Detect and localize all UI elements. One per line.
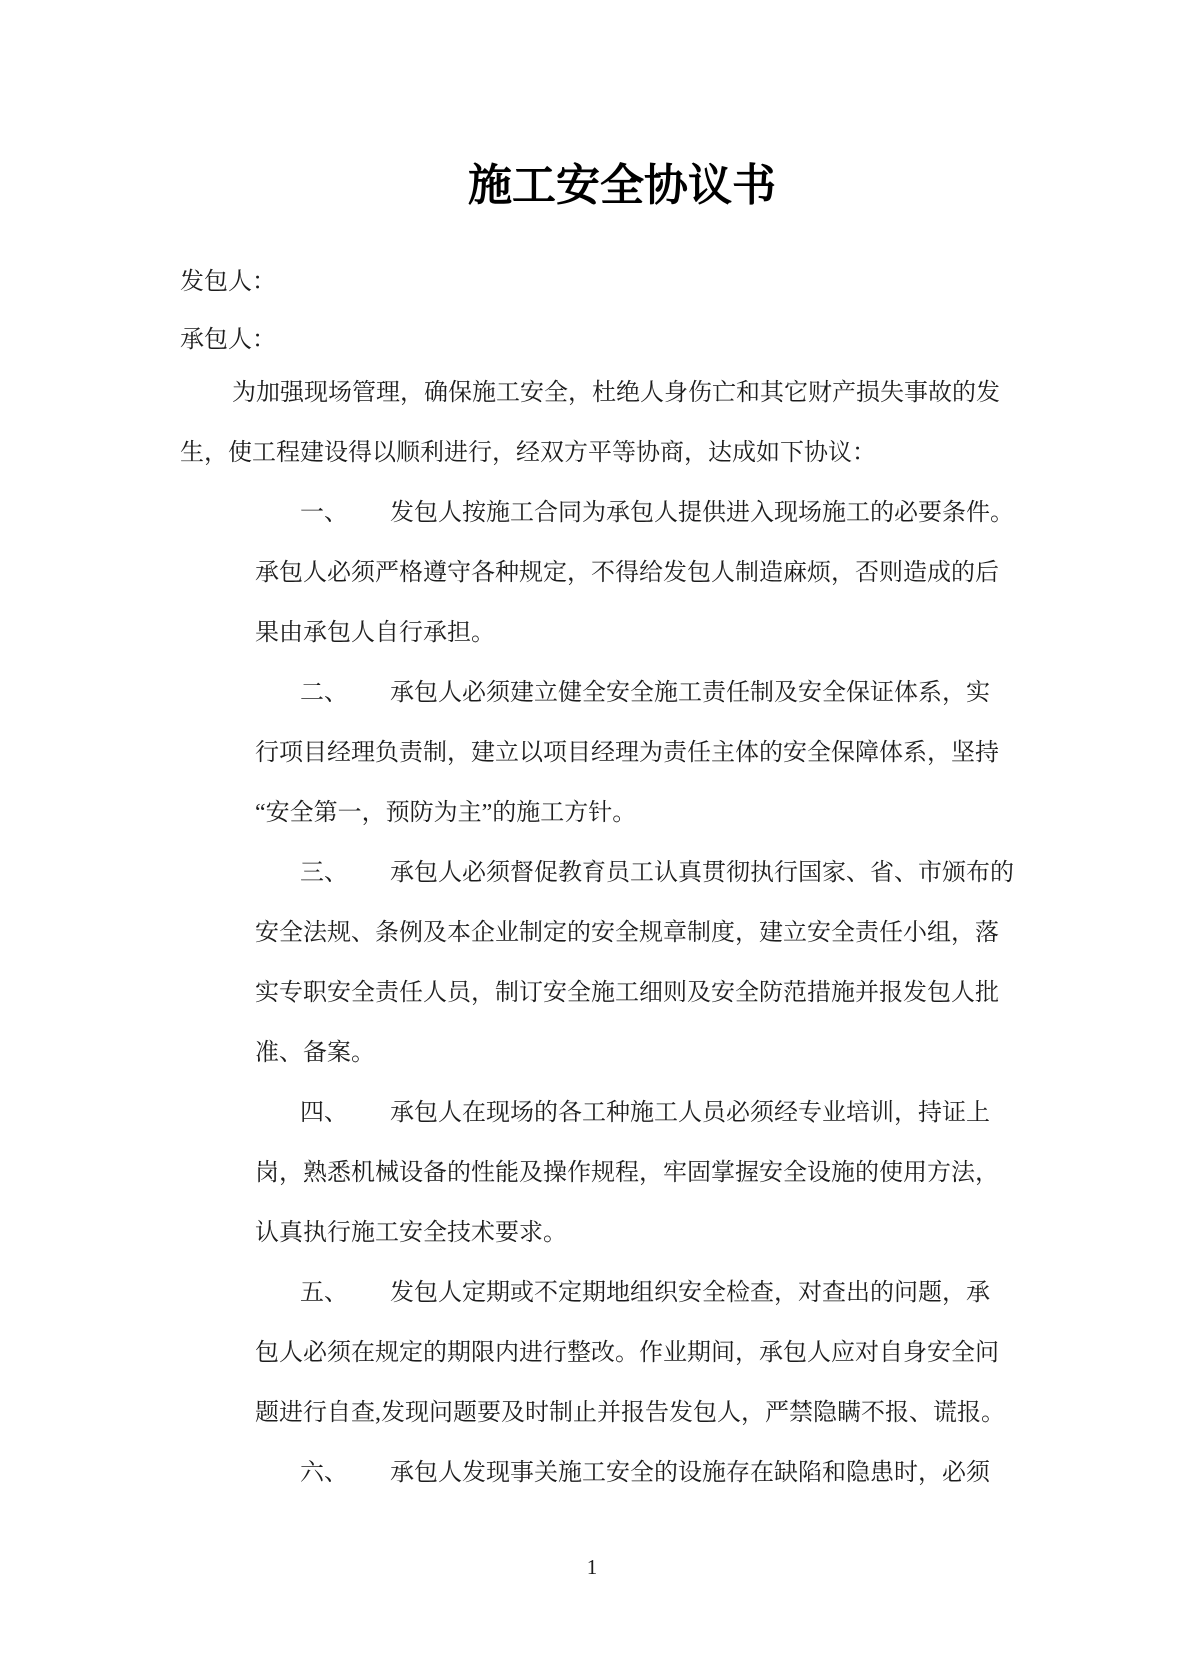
clause-text: 承包人必须督促教育员工认真贯彻执行国家、省、市颁布的 [390, 860, 1014, 886]
paragraph-line: 实专职安全责任人员，制订安全施工细则及安全防范措施并报发包人批 [255, 980, 999, 1006]
paragraph-line: 行项目经理负责制，建立以项目经理为责任主体的安全保障体系，坚持 [255, 740, 999, 766]
paragraph-line: 题进行自查,发现问题要及时制止并报告发包人，严禁隐瞒不报、谎报。 [255, 1400, 1005, 1426]
clause-number: 五、 [300, 1280, 348, 1306]
paragraph-line: 包人必须在规定的期限内进行整改。作业期间，承包人应对自身安全问 [255, 1340, 999, 1366]
clause-text: 发包人定期或不定期地组织安全检查，对查出的问题，承 [390, 1280, 990, 1306]
clause-text: 发包人按施工合同为承包人提供进入现场施工的必要条件。 [390, 500, 1014, 526]
party-contractor-label: 承包人： [180, 327, 276, 353]
clause-line [300, 681, 990, 705]
clause-number: 三、 [300, 860, 348, 886]
clause-line [300, 1461, 990, 1485]
paragraph-line: 为加强现场管理，确保施工安全，杜绝人身伤亡和其它财产损失事故的发 [232, 380, 1000, 406]
clause-number: 六、 [300, 1460, 348, 1486]
clause-line [300, 1101, 990, 1125]
document-title: 施工安全协议书 [468, 161, 776, 210]
page-number: 1 [586, 1555, 598, 1579]
clause-line [300, 1281, 990, 1305]
clause-line [300, 861, 1014, 885]
clause-text: 承包人发现事关施工安全的设施存在缺陷和隐患时，必须 [390, 1460, 990, 1486]
clause-number: 一、 [300, 500, 348, 526]
paragraph-line: 承包人必须严格遵守各种规定，不得给发包人制造麻烦，否则造成的后 [255, 560, 999, 586]
clause-number: 四、 [300, 1100, 348, 1126]
clause-line [300, 501, 1014, 525]
paragraph-line: 岗，熟悉机械设备的性能及操作规程，牢固掌握安全设施的使用方法， [255, 1160, 999, 1186]
clause-text: 承包人在现场的各工种施工人员必须经专业培训，持证上 [390, 1100, 990, 1126]
paragraph-line: 果由承包人自行承担。 [255, 620, 495, 646]
party-employer-label: 发包人： [180, 269, 276, 295]
clause-number: 二、 [300, 680, 348, 706]
paragraph-line: “安全第一，预防为主”的施工方针。 [255, 800, 637, 826]
paragraph-line: 安全法规、条例及本企业制定的安全规章制度，建立安全责任小组，落 [255, 920, 999, 946]
paragraph-line: 准、备案。 [255, 1040, 375, 1066]
clause-text: 承包人必须建立健全安全施工责任制及安全保证体系，实 [390, 680, 990, 706]
paragraph-line: 生，使工程建设得以顺利进行，经双方平等协商，达成如下协议： [180, 440, 876, 466]
paragraph-line: 认真执行施工安全技术要求。 [255, 1220, 567, 1246]
